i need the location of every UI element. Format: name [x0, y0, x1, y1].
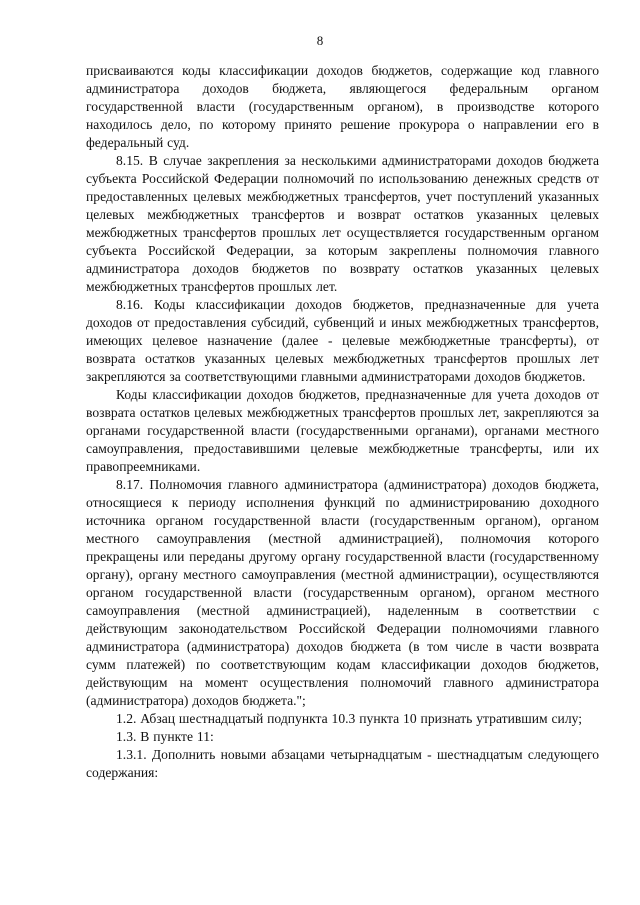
paragraph: 8.16. Коды классификации доходов бюджетов, предназначенные для учета доходов от предоставления субсидий, субвенций и иных межбюджетных трансфертов, имеющих целевое назначение (далее - целевые межбюджетные трансферты), от возврата остатков указанных целевых межбюджетных трансфертов прошлых лет закрепляются за соответствующими главными администраторами доходов бюджетов.: [86, 297, 599, 384]
paragraph: 1.3. В пункте 11:: [116, 729, 214, 744]
document-body: [86, 62, 599, 782]
page-number: 8: [316, 33, 324, 48]
paragraph: Коды классификации доходов бюджетов, предназначенные для учета доходов от возврата остатков целевых межбюджетных трансфертов прошлых лет, закрепляются за органами государственной власти (государственными органами), органами местного самоуправления, предоставившими целевые межбюджетные трансферты, или их правопреемниками.: [86, 387, 599, 474]
paragraph: 1.2. Абзац шестнадцатый подпункта 10.3 пункта 10 признать утратившим силу;: [116, 711, 583, 726]
paragraph: 8.17. Полномочия главного администратора (администратора) доходов бюджета, относящиеся к периоду исполнения функций по администрированию доходного источника органом государственной власти (государственным органом), органом местного самоуправления (местной администрацией), полномочия которого прекращены или переданы другому органу государственной власти (государственному органу), органу местного самоуправления (местной администрации), осуществляются органом государственной власти (государственным органом), органом местного самоуправления (местной администрацией), наделенным в соответствии с действующим законодательством Российской Федерации полномочиями главного администратора (администратора) доходов бюджета (в том числе в части возврата сумм платежей) по соответствующим кодам классификации доходов бюджетов, действующим на момент осуществления полномочий главного администратора (администратора) доходов бюджета.";: [86, 477, 599, 708]
paragraph: 1.3.1. Дополнить новыми абзацами четырнадцатым - шестнадцатым следующего содержания:: [86, 747, 599, 780]
paragraph: присваиваются коды классификации доходов бюджетов, содержащие код главного администратора доходов бюджета, являющегося федеральным органом государственной власти (государственным органом), в производстве которого находилось дело, по которому принято решение прокурора о направлении его в федеральный суд.: [86, 63, 599, 150]
paragraph: 8.15. В случае закрепления за несколькими администраторами доходов бюджета субъекта Российской Федерации полномочий по использованию денежных средств от предоставленных целевых межбюджетных трансфертов, учет поступлений указанных целевых межбюджетных трансфертов и возврат остатков указанных целевых межбюджетных трансфертов прошлых лет осуществляется государственным органом субъекта Российской Федерации, за которым закреплены полномочия главного администратора доходов бюджетов по возврату остатков указанных целевых межбюджетных трансфертов прошлых лет.: [86, 153, 599, 294]
